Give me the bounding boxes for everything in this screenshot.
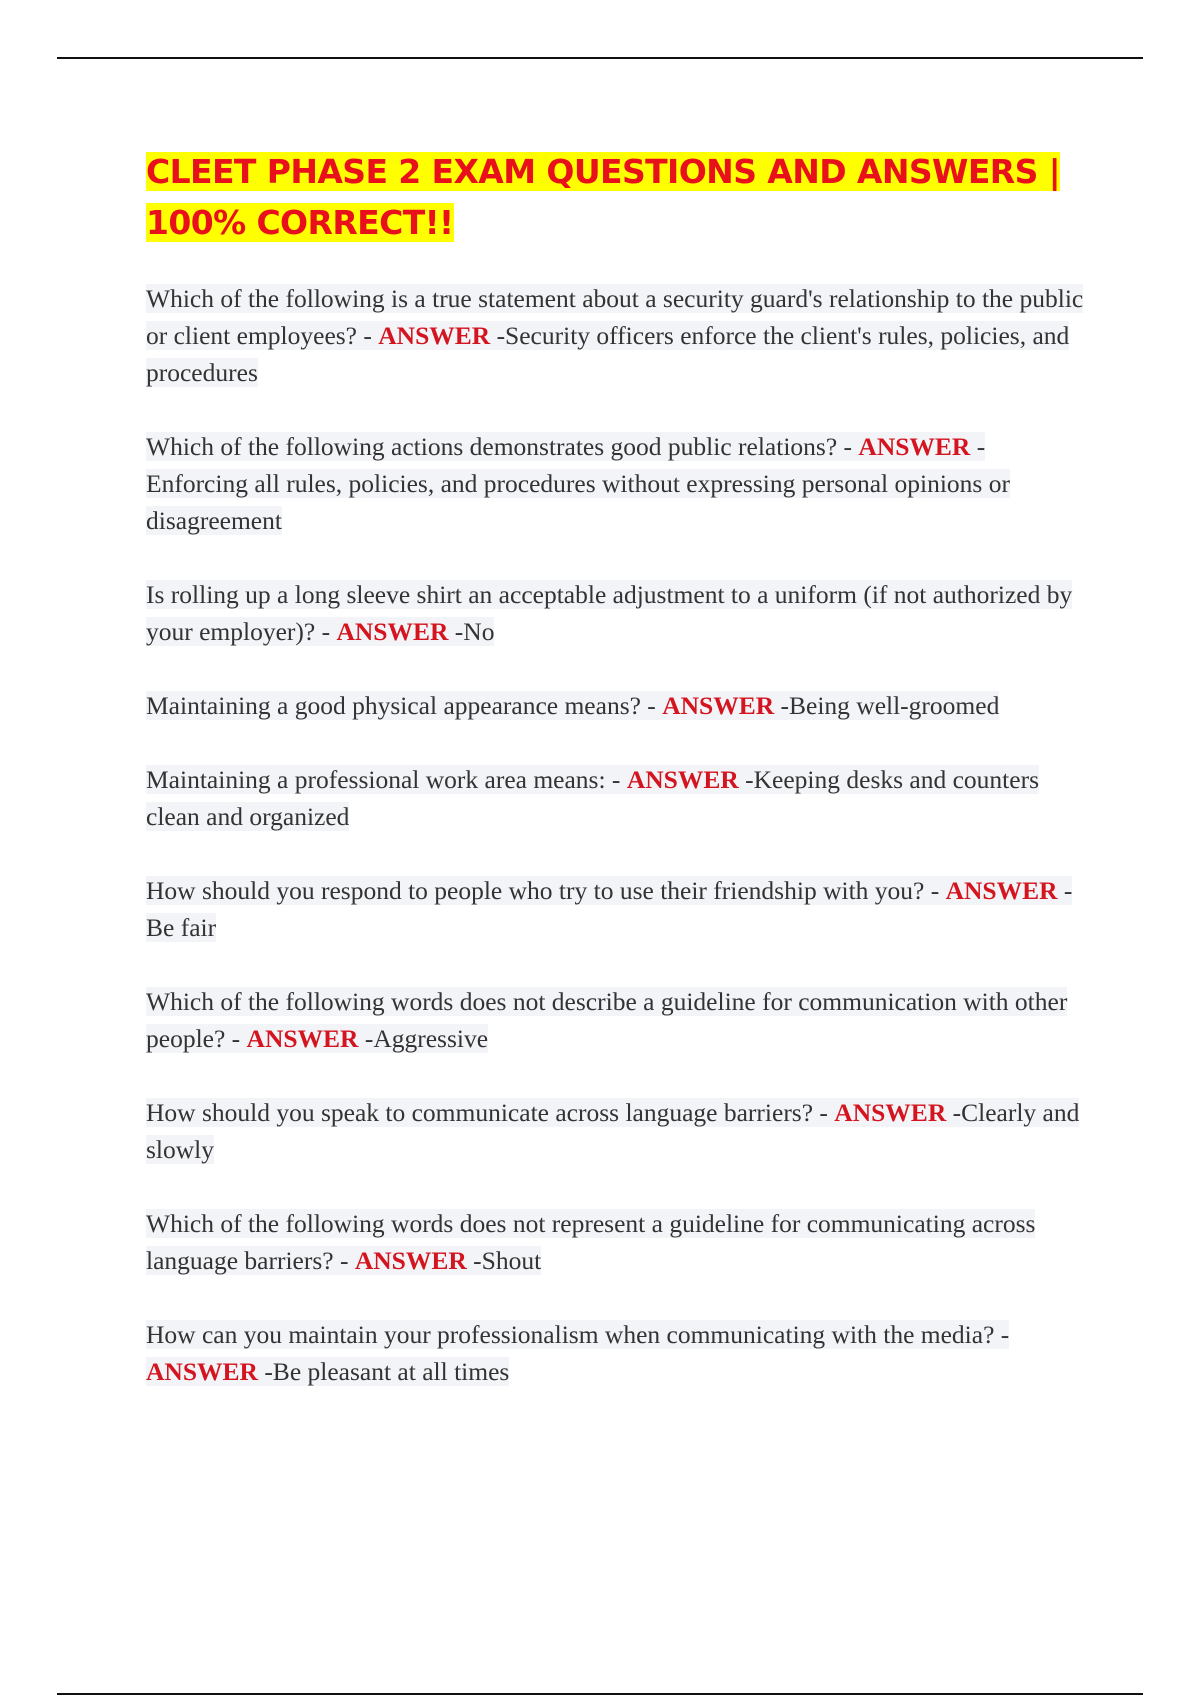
question-text: How should you respond to people who try to use their friendship with you? - xyxy=(146,876,946,905)
title-text: CLEET PHASE 2 EXAM QUESTIONS AND ANSWERS | 100% CORRECT!! xyxy=(146,152,1061,242)
answer-text: -Be fair xyxy=(146,876,1073,942)
answer-text: -Keeping desks and counters clean and organized xyxy=(146,765,1039,831)
top-divider xyxy=(57,57,1143,59)
answer-label: ANSWER xyxy=(945,876,1058,905)
answer-text: -No xyxy=(448,617,495,646)
answer-text: -Shout xyxy=(466,1246,542,1275)
qa-item xyxy=(146,983,1086,1057)
question-text: Which of the following is a true statement about a security guard's relationship to the public or client employees? - xyxy=(146,284,1084,350)
answer-label: ANSWER xyxy=(834,1098,947,1127)
answer-label: ANSWER xyxy=(354,1246,467,1275)
qa-item xyxy=(146,761,1086,835)
answer-label: ANSWER xyxy=(146,1357,258,1386)
question-text: Which of the following words does not describe a guideline for communication with other people? - xyxy=(146,987,1068,1053)
answer-label: ANSWER xyxy=(336,617,449,646)
qa-item xyxy=(146,576,1086,650)
answer-label: ANSWER xyxy=(858,432,971,461)
question-text: How can you maintain your professionalism when communicating with the media? - xyxy=(146,1320,1010,1349)
qa-item xyxy=(146,1205,1086,1279)
qa-item xyxy=(146,280,1086,391)
answer-text: -Security officers enforce the client's rules, policies, and procedures xyxy=(146,321,1070,387)
question-text: Which of the following words does not represent a guideline for communicating across language barriers? - xyxy=(146,1209,1036,1275)
document-title xyxy=(146,146,1086,248)
answer-text: -Clearly and slowly xyxy=(146,1098,1080,1164)
question-text: Maintaining a professional work area means: - xyxy=(146,765,627,794)
answer-label: ANSWER xyxy=(246,1024,359,1053)
document-body xyxy=(146,146,1086,1427)
question-text: Is rolling up a long sleeve shirt an acceptable adjustment to a uniform (if not authorized by your employer)? - xyxy=(146,580,1073,646)
qa-item xyxy=(146,1094,1086,1168)
qa-item xyxy=(146,428,1086,539)
answer-text: -Aggressive xyxy=(358,1024,489,1053)
answer-label: ANSWER xyxy=(626,765,739,794)
answer-label: ANSWER xyxy=(662,691,775,720)
bottom-divider xyxy=(57,1693,1143,1695)
qa-item xyxy=(146,1316,1086,1390)
question-text: How should you speak to communicate across language barriers? - xyxy=(146,1098,835,1127)
answer-label: ANSWER xyxy=(378,321,491,350)
answer-text: -Be pleasant at all times xyxy=(257,1357,510,1386)
answer-text: -Being well-groomed xyxy=(774,691,1000,720)
question-text: Maintaining a good physical appearance means? - xyxy=(146,691,663,720)
qa-item xyxy=(146,687,1086,724)
qa-item xyxy=(146,872,1086,946)
question-text: Which of the following actions demonstrates good public relations? - xyxy=(146,432,859,461)
answer-text: -Enforcing all rules, policies, and procedures without expressing personal opinions or disagreement xyxy=(146,432,1010,535)
